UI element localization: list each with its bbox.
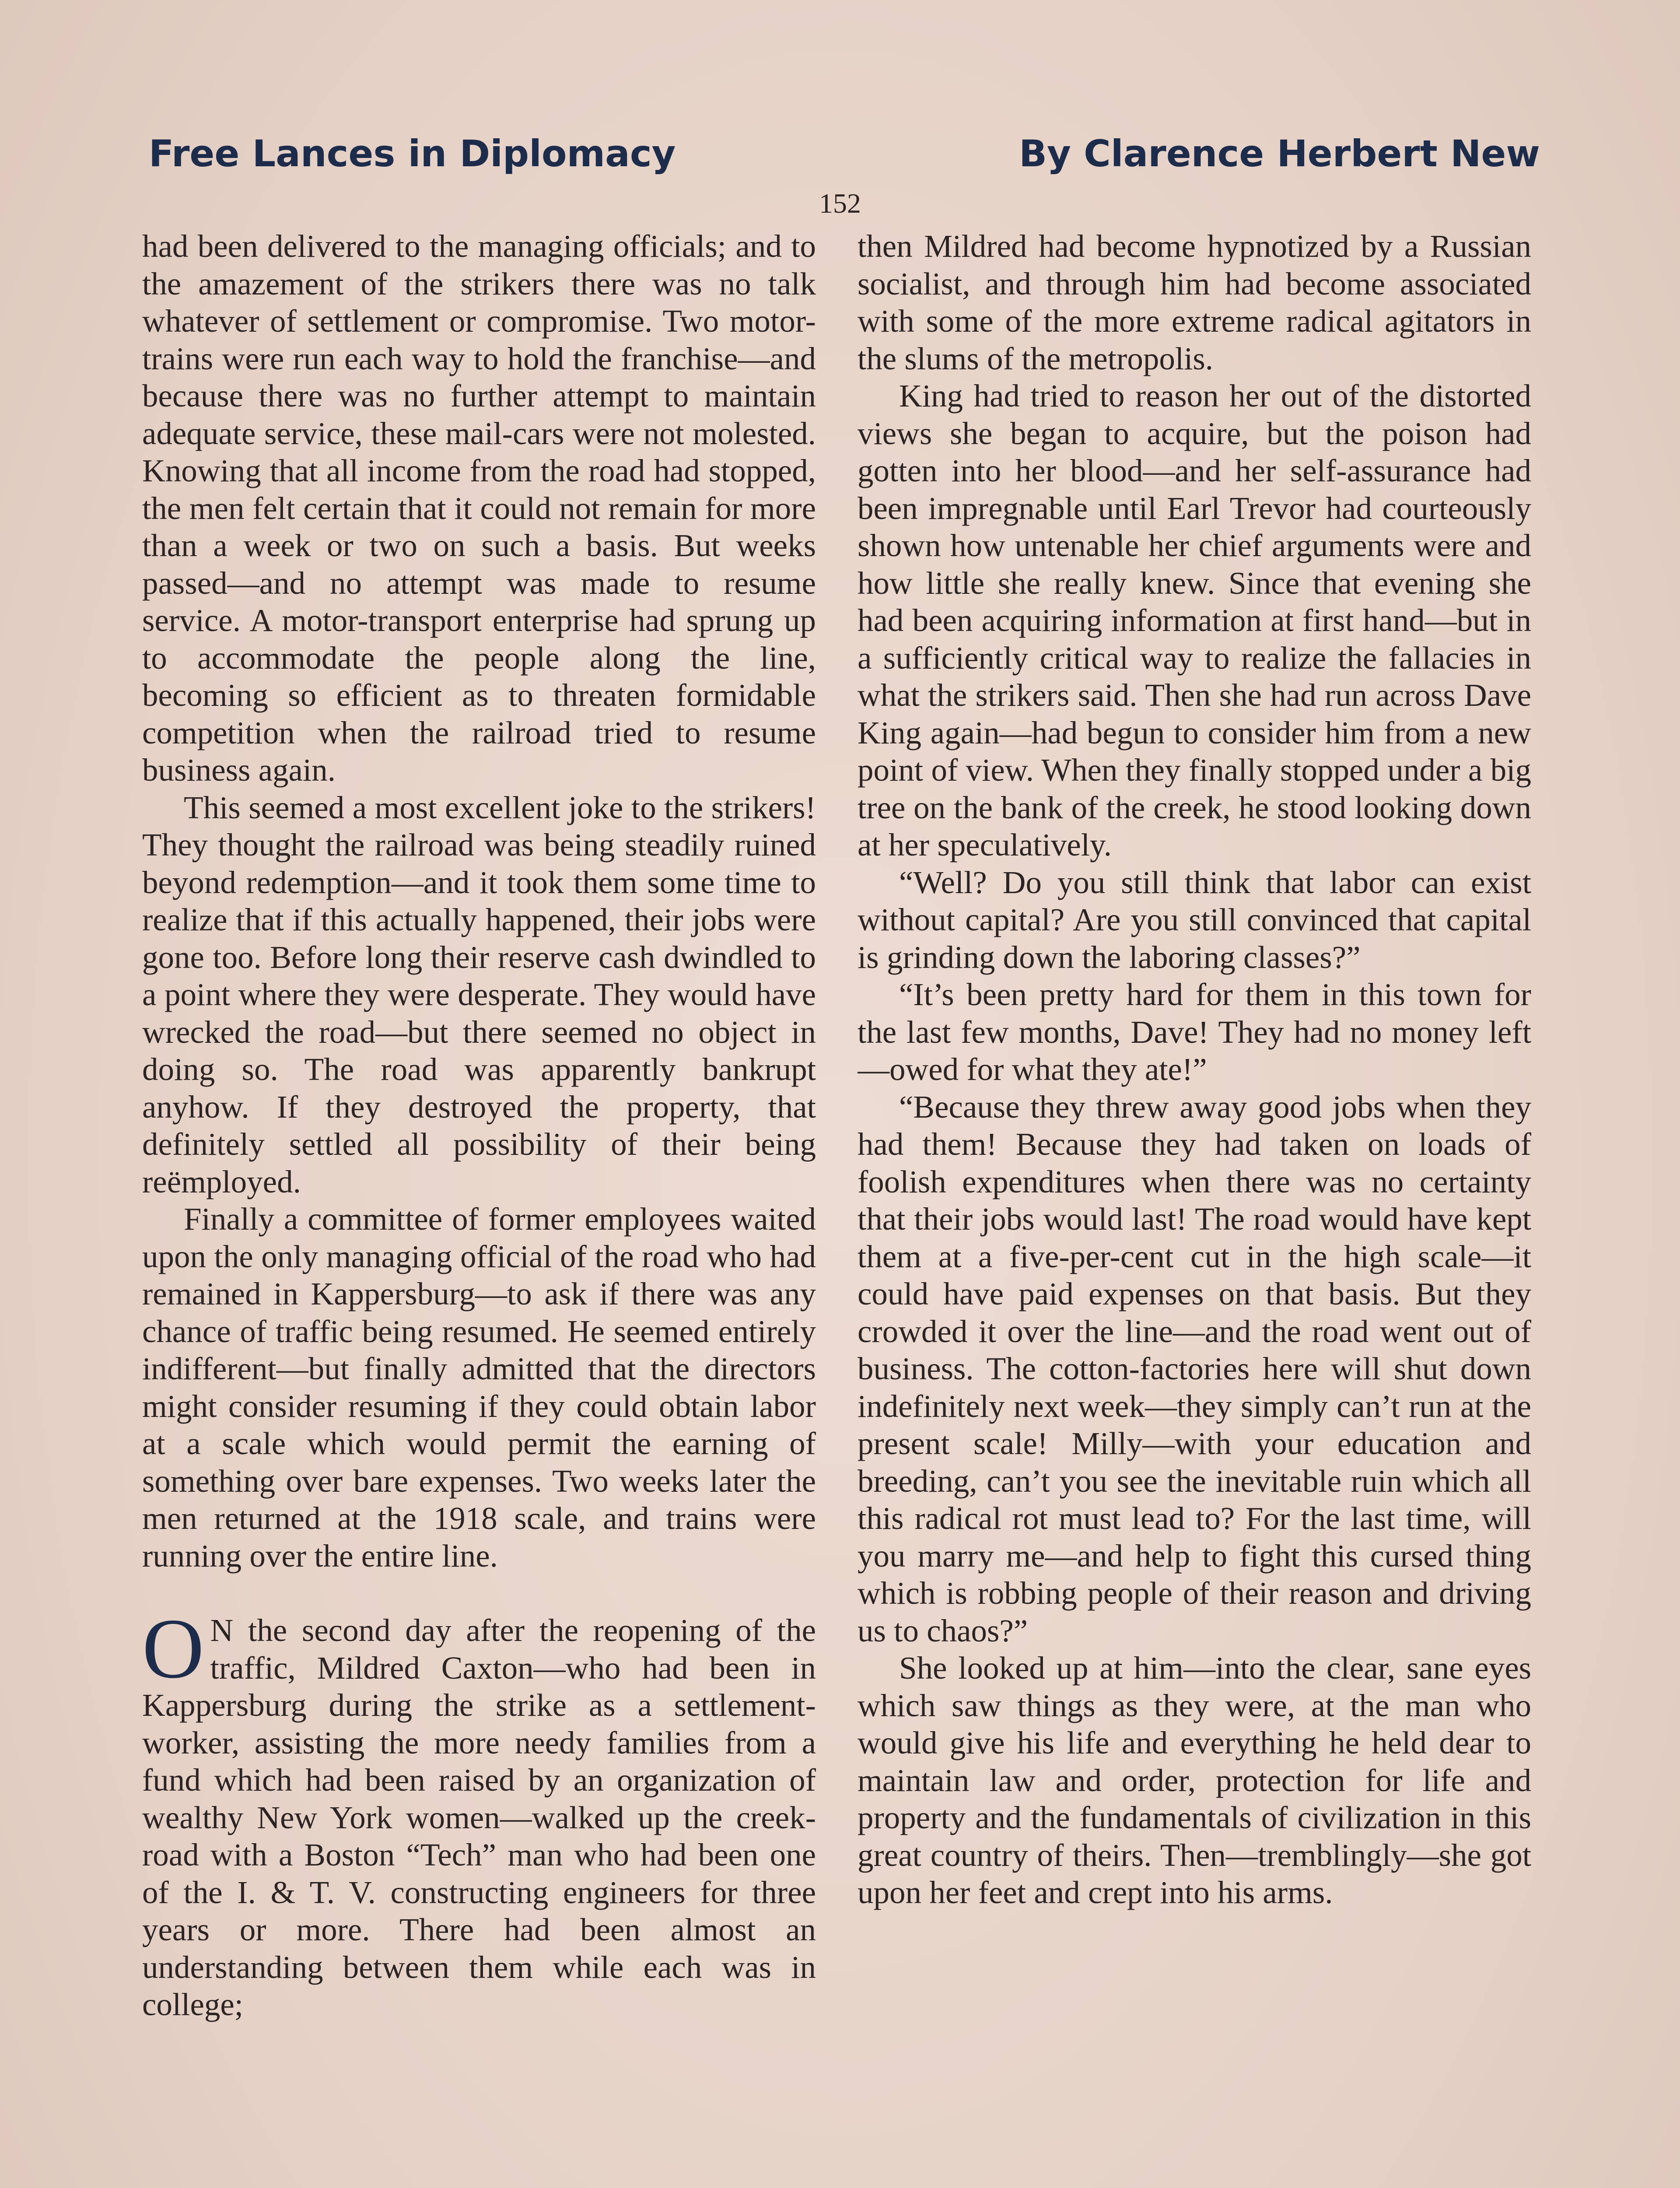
paragraph: “It’s been pretty hard for them in this town for the last few months, Dave! They had no money left—owed for what they ate!” [858,977,1531,1087]
paragraph: had been delivered to the managing officials; and to the amazement of the strikers there was no talk whatever of settlement or compromise. Two motor-trains were run each way to hold the franchise—and because there was no further attempt to maintain adequate service, these mail-cars were not molested. Knowing that all income from the road had stopped, the men felt certain that it could not remain for more than a week or two on such a basis. But weeks passed—and no attempt was made to resume service. A motor-transport enterprise had sprung up to accommodate the people along the line, becoming so efficient as to threaten formidable competition when the railroad tried to resume business again. [142,228,816,788]
paragraph: “Well? Do you still think that labor can exist without capital? Are you still convinced that capital is grinding down the laboring classes?” [858,864,1531,975]
running-header [149,132,1540,189]
paragraph: This seemed a most excellent joke to the strikers! They thought the railroad was being steadily ruined beyond redemption—and it took them some time to realize that if this actually happened, their jobs were gone too. Before long their reserve cash dwindled to a point where they were desperate. They would have wrecked the road—but there seemed no object in doing so. The road was apparently bankrupt anyhow. If they destroyed the property, that definitely settled all possibility of their being reëmployed. [142,789,816,1199]
paragraph-with-drop-cap [142,1601,816,2023]
paragraph-text: N the second day after the reopening of the traffic, Mildred Caxton—who had been in Kappersburg during the strike as a settlement-worker, assisting the more needy families from a fund which had been raised by an organization of wealthy New York women—walked up the creek-road with a Boston “Tech” man who had been one of the I. & T. V. constructing engineers for three years or more. There had been almost an understanding between them while each was in college; [142,1613,816,2022]
paragraph: “Because they threw away good jobs when they had them! Because they had taken on loads of foolish expenditures when there was no certainty that their jobs would last! The road would have kept them at a five-per-cent cut in the high scale—it could have paid expenses on that basis. But they crowded it over the line—and the road went out of business. The cotton-factories here will shut down indefinitely next week—they simply can’t run at the present scale! Milly—with your education and breeding, can’t you see the inevitable ruin which all this radical rot must lead to? For the last time, will you marry me—and help to fight this cursed thing which is robbing people of their reason and driving us to chaos?” [858,1089,1531,1648]
drop-cap: O [142,1601,204,1696]
right-column [858,228,1531,2188]
story-author: By Clarence Herbert New [1019,132,1540,175]
paragraph: King had tried to reason her out of the distorted views she began to acquire, but the poison had gotten into her blood—and her self-assurance had been impregnable until Earl Trevor had courteously shown how untenable her chief arguments were and how little she really knew. Since that evening she had been acquiring information at first hand—but in a sufficiently critical way to realize the fallacies in what the strikers said. Then she had run across Dave King again—had begun to consider him from a new point of view. When they finally stopped under a big tree on the bank of the creek, he stood looking down at her speculatively. [858,378,1531,863]
paragraph: She looked up at him—into the clear, sane eyes which saw things as they were, at the man who would give his life and everything he held dear to maintain law and order, protection for life and property and the fundamentals of civilization in this great country of theirs. Then—tremblingly—she got upon her feet and crept into his arms. [858,1650,1531,1910]
story-title: Free Lances in Diplomacy [149,132,676,175]
paragraph: Finally a committee of former employees waited upon the only managing official of the road who had remained in Kappersburg—to ask if there was any chance of traffic being resumed. He seemed entirely indifferent—but finally admitted that the directors might consider resuming if they could obtain labor at a scale which would permit the earning of something over bare expenses. Two weeks later the men returned at the 1918 scale, and trains were running over the entire line. [142,1201,816,1574]
page-number: 152 [819,188,861,219]
left-column [142,228,816,2188]
paragraph: then Mildred had become hypnotized by a Russian socialist, and through him had become associated with some of the more extreme radical agitators in the slums of the metropolis. [858,228,1531,376]
